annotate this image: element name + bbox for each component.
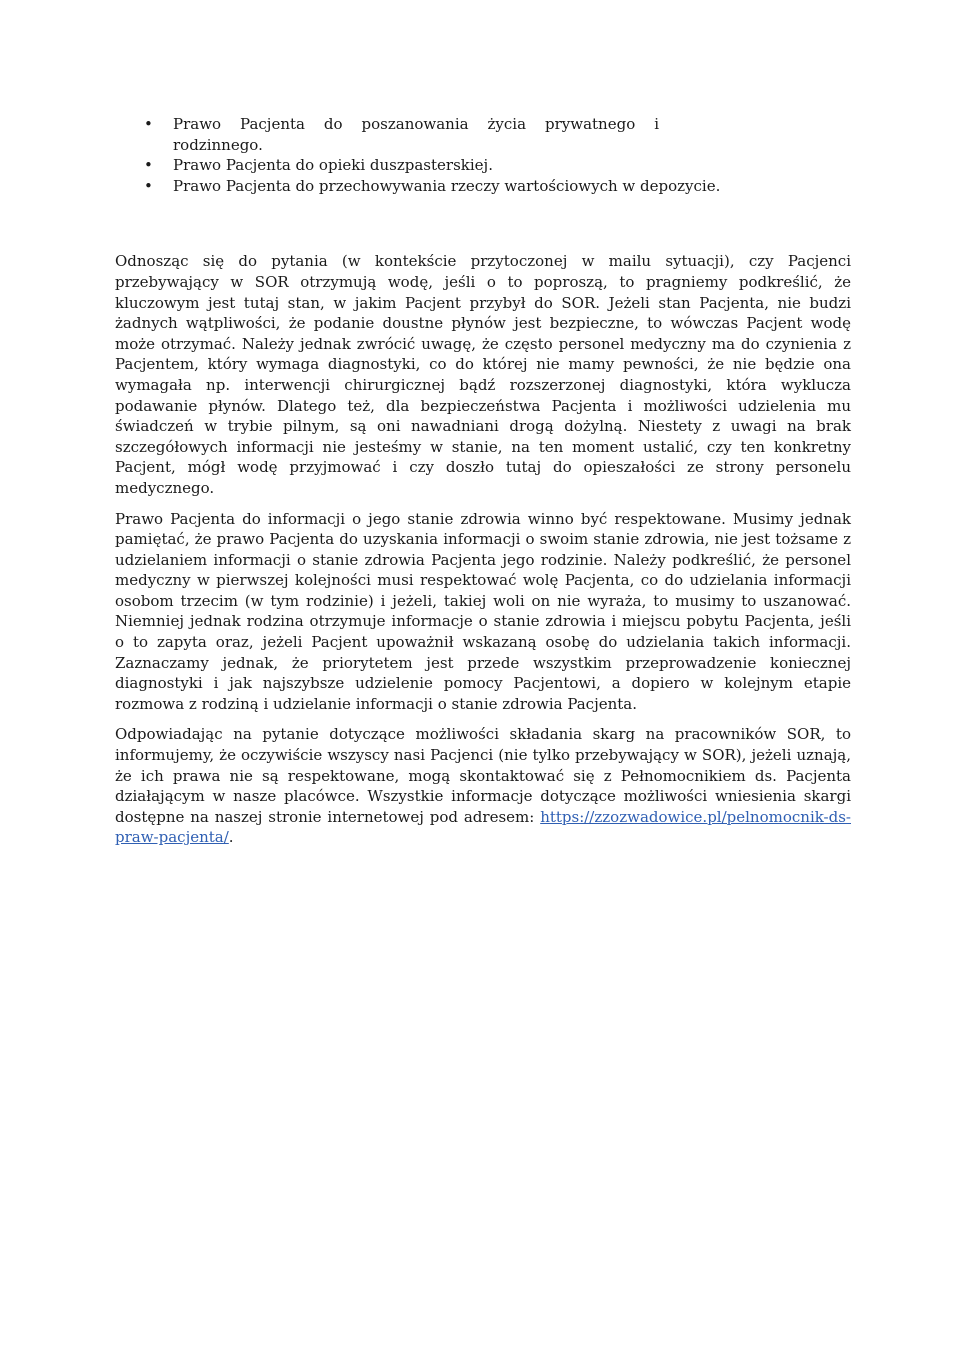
list-item-text: Prawo Pacjenta do przechowywania rzeczy wartościowych w depozycie. xyxy=(173,176,721,195)
list-item-text: Prawo Pacjenta do opieki duszpasterskiej. xyxy=(173,156,493,175)
bullet-icon: • xyxy=(144,176,153,195)
bullet-icon: • xyxy=(144,115,153,133)
document-body xyxy=(115,114,851,858)
rights-list xyxy=(115,114,851,196)
paragraph-information: Prawo Pacjenta do informacji o jego stanie zdrowia winno być respektowane. Musimy jednak pamiętać, że prawo Pacjenta do uzyskania informacji o swoim stanie zdrowia, nie jest tożsame z udzielaniem informacji o stanie zdrowia Pacjenta jego rodzinie. Należy podkreślić, że personel medyczny w pierwszej kolejności musi respektować wolę Pacjenta, co do udzielania informacji osobom trzecim (w tym rodzinie) i jeżeli, takiej woli on nie wyraża, to musimy to uszanować. Niemniej jednak rodzina otrzymuje informacje o stanie zdrowia i miejscu pobytu Pacjenta, jeśli o to zapyta oraz, jeżeli Pacjent upoważnił wskazaną osobę do udzielania takich informacji. Zaznaczamy jednak, że priorytetem jest przede wszystkim przeprowadzenie koniecznej diagnostyki i jak najszybsze udzielenie pomocy Pacjentowi, a dopiero w kolejnym etapie rozmowa z rodziną i udzielanie informacji o stanie zdrowia Pacjenta. xyxy=(115,509,851,713)
list-item xyxy=(115,114,851,155)
paragraph-complaints xyxy=(115,724,851,848)
list-item-text: Prawo Pacjenta do poszanowania życia prywatnego i rodzinnego. xyxy=(173,115,659,154)
ombudsman-page-link[interactable]: https://zzozwadowice.pl/pelnomocnik-ds-praw-pacjenta/ xyxy=(115,807,851,847)
section-gap xyxy=(115,196,851,251)
paragraph-water: Odnosząc się do pytania (w kontekście przytoczonej w mailu sytuacji), czy Pacjenci przebywający w SOR otrzymują wodę, jeśli o to poproszą, to pragniemy podkreślić, że kluczowym jest tutaj stan, w jakim Pacjent przybył do SOR. Jeżeli stan Pacjenta, nie budzi żadnych wątpliwości, że podanie doustne płynów jest bezpieczne, to wówczas Pacjent wodę może otrzymać. Należy jednak zwrócić uwagę, że często personel medyczny ma do czynienia z Pacjentem, który wymaga diagnostyki, co do której nie mamy pewności, że nie będzie ona wymagała np. interwencji chirurgicznej bądź rozszerzonej diagnostyki, która wyklucza podawanie płynów. Dlatego też, dla bezpieczeństwa Pacjenta i możliwości udzielenia mu świadczeń w trybie pilnym, są oni nawadniani drogą dożylną. Niestety z uwagi na brak szczegółowych informacji nie jesteśmy w stanie, na ten moment ustalić, czy ten konkretny Pacjent, mógł wodę przyjmować i czy doszło tutaj do opieszałości ze strony personelu medycznego. xyxy=(115,252,851,497)
list-item xyxy=(115,155,851,176)
link-trailing-period: . xyxy=(228,828,234,847)
bullet-icon: • xyxy=(144,156,153,175)
list-item xyxy=(115,176,851,197)
paragraph-complaints-text: Odpowiadając na pytanie dotyczące możliwości składania skarg na pracowników SOR, to informujemy, że oczywiście wszyscy nasi Pacjenci (nie tylko przebywający w SOR), jeżeli uznają, że ich prawa nie są respektowane, mogą skontaktować się z Pełnomocnikiem ds. Pacjenta działającym w nasze placówce. Wszystkie informacje dotyczące możliwości wniesienia skargi dostępne na naszej stronie internetowej pod adresem: xyxy=(115,725,851,826)
